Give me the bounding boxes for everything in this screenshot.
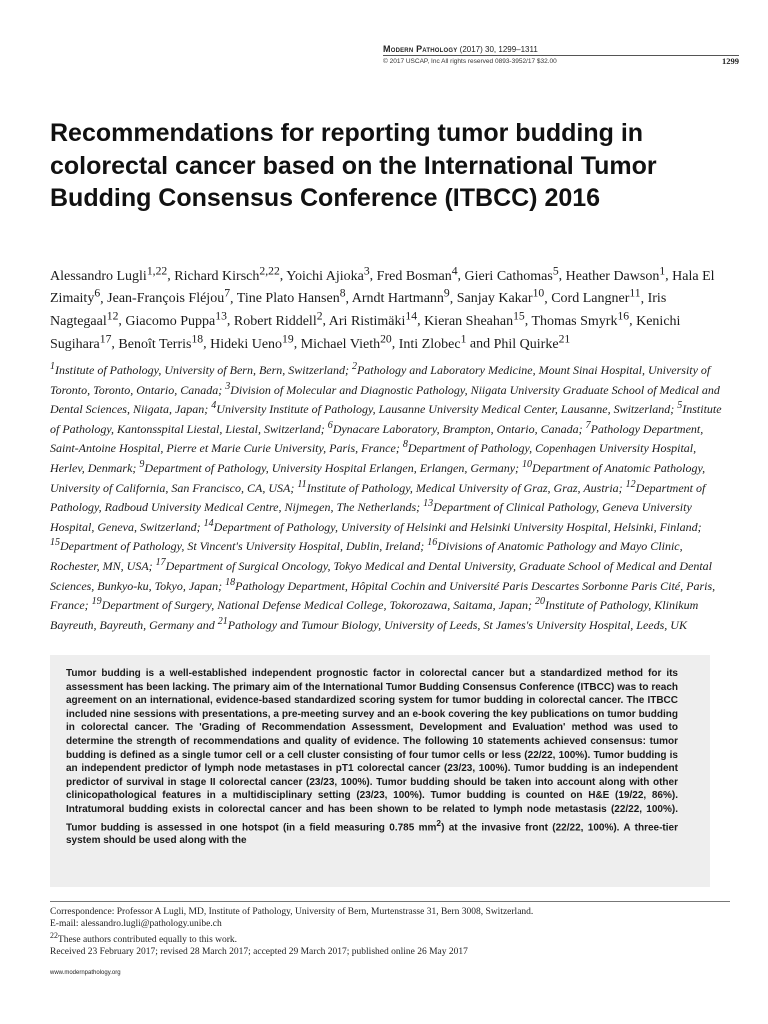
affiliation-text: Department of Surgery, National Defense Medical College, Tokorozawa, Saitama, Japan; bbox=[101, 598, 532, 613]
affiliation-marker: 12 bbox=[625, 478, 636, 490]
abstract-part-1: Tumor budding is a well-established independent prognostic factor in colorectal cancer but a standardized method for its assessment has been lacking. The primary aim of the International Tumor Budding Consensus Conference (ITBCC) was to reach agreement on an international, evidence-based standardized scoring system for tumor budding in colorectal cancer. The ITBCC included nine sessions with presentations, a pre-meeting survey and an e-book covering the key publications on tumor budding in colorectal cancer. The 'Grading of Recommendation Assessment, Development and Evaluation' method was used to determine the strength of recommendations and quality of evidence. The following 10 statements achieved consensus: tumor budding is defined as a single tumor cell or a cell cluster consisting of four tumor cells or less (22/22, 100%). Tumor budding is an independent predictor of lymph node metastases in pT1 colorectal cancer (23/23, 100%). Tumor budding is an independent predictor of survival in stage II colorectal cancer (23/23, 100%). Tumor budding should be taken into account along with other clinicopathological features in a multidisciplinary setting (23/23, 100%). Tumor budding is counted on H&E (19/22, 86%). Intratumoral budding exists in colorectal cancer and has been shown to be related to lymph node metastasis (22/22, 100%). Tumor budding is assessed in one hotspot (in a field measuring 0.785 mm bbox=[66, 668, 678, 833]
author-name: Yoichi Ajioka bbox=[286, 268, 364, 284]
affiliation-text: Division of Molecular and Diagnostic Pathology, Niigata University Graduate School of Medical and Dental Sciences, Niigata, Japan; bbox=[50, 382, 720, 417]
author-affiliation-marker: 16 bbox=[617, 309, 630, 323]
author-affiliation-marker: 2 bbox=[316, 309, 323, 323]
author-affiliation-marker: 9 bbox=[443, 286, 450, 300]
email-link[interactable]: E-mail: alessandro.lugli@pathology.unibe.ch bbox=[50, 919, 222, 929]
affiliation-marker: 2 bbox=[351, 361, 357, 372]
author-affiliation-marker: 8 bbox=[339, 286, 346, 300]
author-name: Benoît Terris bbox=[118, 336, 192, 352]
author bbox=[286, 264, 370, 284]
affiliation-text: Pathology and Laboratory Medicine, Mount Sinai Hospital, University of Toronto, Toronto, Ontario, Canada; bbox=[50, 363, 711, 397]
author-name: Cord Langner bbox=[551, 291, 630, 307]
abstract-text bbox=[66, 667, 678, 848]
affiliation-text: Institute of Pathology, Medical University of Graz, Graz, Austria; bbox=[306, 480, 623, 495]
affiliation-marker: 19 bbox=[91, 596, 102, 608]
affiliation bbox=[50, 363, 349, 377]
author bbox=[565, 264, 666, 284]
affiliation-text: Department of Clinical Pathology, Geneva University Hospital, Geneva, Switzerland; bbox=[50, 500, 692, 534]
equal-contribution-marker: 22 bbox=[50, 931, 58, 940]
header-rule bbox=[383, 55, 739, 56]
affiliation-marker: 14 bbox=[203, 517, 214, 529]
author-name: Ari Ristimäki bbox=[328, 313, 406, 329]
author-affiliation-marker: 17 bbox=[99, 331, 112, 345]
affiliation-text: Pathology Department, Saint-Antoine Hospital, Pierre et Marie Curie University, Paris, France; bbox=[50, 421, 704, 456]
author bbox=[531, 309, 630, 329]
author-affiliation-marker: 1 bbox=[460, 331, 467, 345]
affiliation-text: Department of Pathology, Copenhagen University Hospital, Herlev, Denmark; bbox=[50, 441, 697, 475]
author-affiliation-marker: 21 bbox=[558, 331, 571, 345]
author-name: Inti Zlobec bbox=[398, 336, 461, 352]
author-name: Heather Dawson bbox=[565, 268, 660, 284]
author-affiliation-marker: 14 bbox=[405, 309, 418, 323]
affiliation-marker: 13 bbox=[423, 498, 434, 510]
citation-details: (2017) 30, 1299–1311 bbox=[459, 45, 538, 54]
author-name: Hala El Zimaity bbox=[50, 268, 715, 307]
author bbox=[351, 286, 450, 307]
affiliation-text: University Institute of Pathology, Lausanne University Medical Center, Lausanne, Switzerland; bbox=[216, 402, 675, 417]
page-number: 1299 bbox=[722, 56, 739, 66]
author-name: Alessandro Lugli bbox=[50, 268, 147, 284]
author bbox=[107, 286, 231, 307]
journal-website-link[interactable]: www.modernpathology.org bbox=[50, 970, 121, 976]
author bbox=[118, 331, 204, 352]
author-name: Kenichi Sugihara bbox=[50, 313, 681, 352]
affiliation-marker: 20 bbox=[534, 596, 545, 608]
affiliation-marker: 10 bbox=[522, 458, 533, 470]
author-affiliation-marker: 5 bbox=[552, 264, 559, 277]
author-name: Thomas Smyrk bbox=[531, 313, 618, 329]
affiliation-text: Pathology and Tumour Biology, University of Leeds, St James's University Hospital, Leeds, UK bbox=[227, 617, 687, 632]
author-name: Gieri Cathomas bbox=[464, 268, 553, 284]
affiliation-text: Divisions of Anatomic Pathology and Mayo Clinic, Rochester, MN, USA; bbox=[50, 539, 683, 573]
affiliation bbox=[139, 458, 520, 475]
author bbox=[424, 309, 525, 329]
affiliation bbox=[327, 419, 583, 436]
journal-header bbox=[383, 44, 743, 74]
affiliation-marker: 6 bbox=[327, 419, 333, 431]
equal-contribution-text: These authors contributed equally to this work. bbox=[57, 935, 238, 946]
author-list: Alessandro Lugli$^{1,22}$, Richard Kirsch$^{2,22}$, Yoichi Ajioka$^3$, Fred Bosman$^4$, Gieri Cathomas$^5$, Heather Dawson$^1$, Hala El Zimaity$^6$, Jean-François Fléjou$^7$, Tine Plato Hansen$^8$, Arndt Hartmann$^9$, Sanjay Kakar$^{10}$, Cord Langner$^{11}$, Iris Nagtegaal$^{12}$, Giacomo Puppa$^{13}$, Robert Riddell$^2$, Ari Ristimäki$^{14}$, Kieran Sheahan$^{15}$, Thomas Smyrk$^{16}$, Kenichi Sugihara$^{17}$, Benoît Terris$^{18}$, Hideki Ueno$^{19}$, Michael Vieth$^{20}$, Inti Zlobec$^1$ and Phil Quirke$^{21}$ bbox=[50, 264, 715, 352]
author-name: Sanjay Kakar bbox=[456, 291, 533, 307]
author bbox=[376, 264, 458, 284]
author-affiliation-marker: 15 bbox=[513, 309, 525, 323]
author-affiliation-marker: 4 bbox=[451, 264, 458, 277]
author-affiliation-marker: 3 bbox=[363, 264, 370, 277]
author bbox=[456, 286, 545, 307]
affiliation-marker: 17 bbox=[155, 556, 166, 568]
author bbox=[233, 309, 323, 329]
author bbox=[398, 331, 467, 352]
author-affiliation-marker: 2,22 bbox=[259, 264, 280, 277]
author-affiliation-marker: 12 bbox=[106, 309, 119, 323]
footnotes bbox=[50, 901, 730, 958]
affiliation bbox=[297, 478, 623, 495]
author-affiliation-marker: 20 bbox=[380, 331, 392, 345]
author-affiliation-marker: 19 bbox=[282, 331, 294, 345]
author bbox=[174, 264, 280, 284]
author bbox=[551, 286, 641, 307]
author-name: Arndt Hartmann bbox=[351, 291, 444, 307]
author-name: Robert Riddell bbox=[233, 313, 317, 329]
affiliation-marker: 5 bbox=[677, 400, 683, 412]
received-dates: Received 23 February 2017; revised 28 March 2017; accepted 29 March 2017; published online 26 May 2017 bbox=[50, 947, 468, 958]
author-name: Michael Vieth bbox=[300, 336, 381, 352]
affiliation-marker: 4 bbox=[211, 400, 217, 412]
author-affiliation-marker: 1 bbox=[659, 264, 666, 277]
journal-citation bbox=[383, 44, 538, 54]
copyright-notice: © 2017 USCAP, Inc All rights reserved 0893-3952/17 $32.00 bbox=[383, 58, 557, 65]
affiliation-text: Department of Anatomic Pathology, University of California, San Francisco, CA, USA; bbox=[50, 460, 706, 495]
affiliation-text: Pathology Department, Hôpital Cochin and Université Paris Descartes Sorbonne Paris Cité, Paris, France; bbox=[50, 578, 716, 613]
affiliation-marker: 16 bbox=[427, 537, 438, 549]
author bbox=[328, 309, 418, 329]
author-name: Hideki Ueno bbox=[210, 336, 283, 352]
author bbox=[210, 331, 294, 352]
affiliation-text: Department of Surgical Oncology, Tokyo Medical and Dental University, Graduate School of Medical and Dental Sciences, Bunkyo-ku, Tokyo, Japan; bbox=[50, 558, 713, 593]
author-name: Richard Kirsch bbox=[174, 268, 260, 284]
affiliation-text: Department of Pathology, University Hospital Erlangen, Erlangen, Germany; bbox=[144, 460, 520, 475]
author bbox=[493, 331, 571, 352]
affiliation-marker: 11 bbox=[297, 478, 307, 490]
affiliation bbox=[92, 598, 532, 612]
author-affiliation-marker: 11 bbox=[629, 286, 641, 300]
author-affiliation-marker: 13 bbox=[215, 309, 227, 323]
affiliation bbox=[217, 615, 687, 632]
affiliation-marker: 1 bbox=[50, 361, 55, 372]
article-title: Recommendations for reporting tumor budding in colorectal cancer based on the International Tumor Budding Consensus Conference (ITBCC) 2016 bbox=[50, 119, 657, 212]
affiliation bbox=[50, 539, 424, 553]
author-name: Phil Quirke bbox=[493, 336, 559, 352]
author-affiliation-marker: 7 bbox=[224, 286, 231, 300]
affiliation bbox=[211, 402, 674, 416]
author bbox=[236, 286, 346, 307]
affiliation-marker: 18 bbox=[225, 576, 236, 588]
affiliation-marker: 7 bbox=[585, 419, 591, 431]
author-affiliation-marker: 10 bbox=[532, 286, 545, 300]
affiliation-text: Institute of Pathology, University of Bern, Bern, Switzerland; bbox=[55, 363, 349, 377]
journal-name: Modern Pathology bbox=[383, 44, 458, 54]
author-name: Tine Plato Hansen bbox=[236, 291, 340, 307]
author-name: Jean-François Fléjou bbox=[107, 291, 225, 307]
author bbox=[125, 309, 227, 329]
affiliation-text: Institute of Pathology, Klinikum Bayreuth, Bayreuth, Germany and bbox=[50, 598, 699, 632]
affiliation-list bbox=[50, 359, 730, 633]
author-name: Giacomo Puppa bbox=[125, 313, 216, 329]
equal-contribution-note bbox=[50, 930, 730, 946]
author bbox=[464, 264, 559, 284]
author-name: Fred Bosman bbox=[376, 268, 452, 284]
affiliation-text: Department of Pathology, Radboud University Medical Centre, Nijmegen, The Netherlands; bbox=[50, 480, 706, 515]
affiliation bbox=[203, 517, 702, 534]
affiliation-marker: 3 bbox=[225, 380, 231, 392]
author bbox=[300, 331, 392, 352]
affiliation-marker: 8 bbox=[402, 439, 408, 451]
affiliation-marker: 21 bbox=[217, 615, 228, 627]
affiliation-text: Department of Pathology, University of Helsinki and Helsinki University Hospital, Helsinki, Finland; bbox=[213, 519, 702, 534]
affiliation-marker: 15 bbox=[50, 537, 60, 549]
affiliation-text: Institute of Pathology, Kantonsspital Liestal, Liestal, Switzerland; bbox=[50, 402, 722, 436]
author-affiliation-marker: 6 bbox=[94, 286, 101, 300]
affiliation-text: Department of Pathology, St Vincent's University Hospital, Dublin, Ireland; bbox=[60, 539, 425, 554]
abstract-part-2: ) at the invasive front (22/22, 100%). A three-tier system should be used along with the bbox=[66, 821, 678, 847]
author-name: Iris Nagtegaal bbox=[50, 291, 667, 329]
author-affiliation-marker: 18 bbox=[191, 331, 204, 345]
author-affiliation-marker: 1,22 bbox=[146, 264, 168, 277]
abstract-superscript: 2 bbox=[436, 817, 442, 828]
correspondence-note: Correspondence: Professor A Lugli, MD, Institute of Pathology, University of Bern, Murtenstrasse 31, Bern 3008, Switzerland. bbox=[50, 907, 534, 917]
affiliation-marker: 9 bbox=[139, 458, 145, 470]
author bbox=[50, 264, 168, 284]
author-name: Kieran Sheahan bbox=[424, 313, 514, 329]
affiliation-text: Dynacare Laboratory, Brampton, Ontario, Canada; bbox=[332, 421, 583, 436]
